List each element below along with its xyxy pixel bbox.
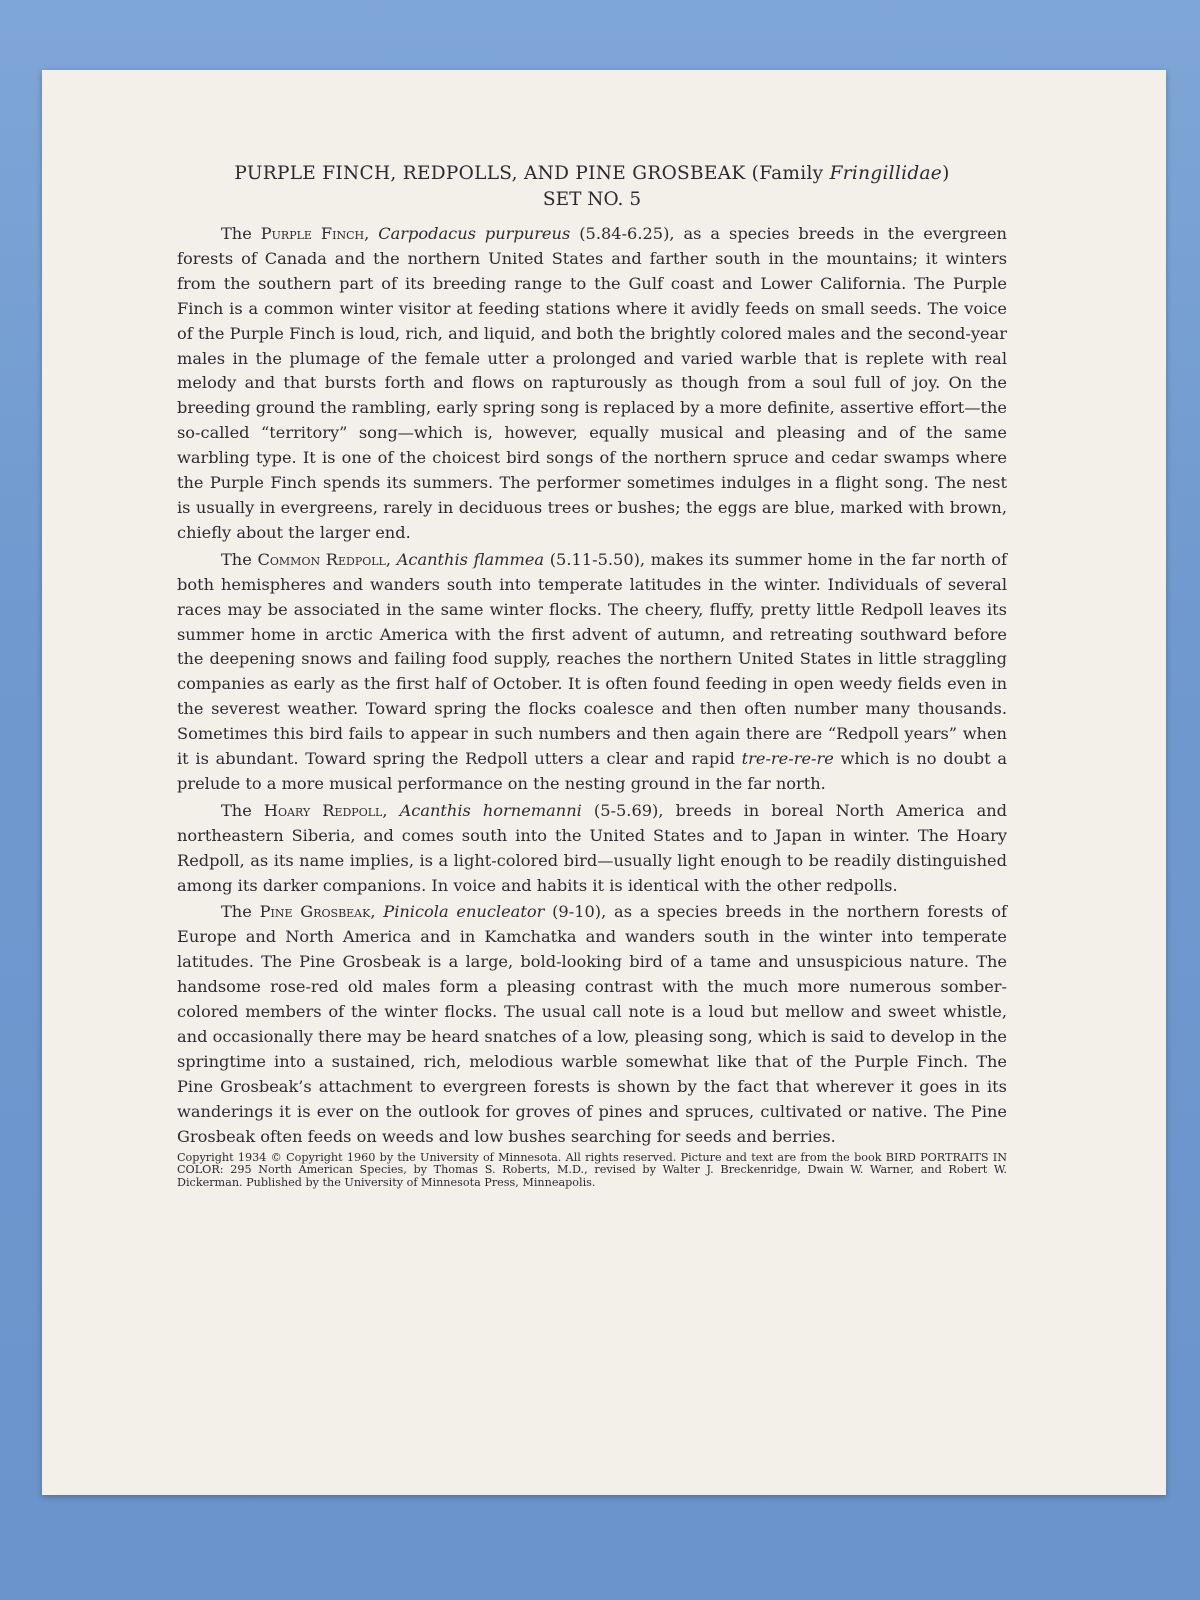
paragraph-purple-finch bbox=[177, 222, 1007, 546]
species-name: Purple Finch bbox=[260, 224, 365, 243]
comma: , bbox=[385, 549, 397, 569]
scientific-name: Acanthis flammea bbox=[396, 549, 545, 569]
body-text: (5.11-5.50), makes its summer home in the far north of both hemispheres and wanders south into temperate latitudes in the winter. Individuals of several races may be associated in the same winter flocks. The cheery, fluffy, pretty little Redpoll leaves its summer home in arctic America with the first advent of autumn, and retreating southward before the deepening snows and failing food supply, reaches the northern United States in little straggling companies as early as the first half of October. It is often found feeding in open weedy fields even in the severest weather. Toward spring the flocks coalesce and then often number many thousands. Sometimes this bird fails to appear in such numbers and then again there are “Redpoll years” when it is abundant. Toward spring the Redpoll utters a clear and rapid bbox=[177, 549, 1007, 769]
copyright-notice: Copyright 1934 © Copyright 1960 by the University of Minnesota. All rights reserved. Picture and text are from the book BIRD PORTRAITS IN COLOR: 295 North American Species, by Thomas S. Roberts, M.D., revised by Walter J. Breckenridge, Dwain W. Warner, and Robert W. Dickerman. Published by the University of Minnesota Press, Minneapolis. bbox=[177, 1150, 1007, 1189]
paragraph-hoary-redpoll bbox=[177, 799, 1007, 899]
paragraph-common-redpoll bbox=[177, 548, 1007, 797]
lead-text: The bbox=[221, 549, 258, 569]
comma: , bbox=[370, 902, 384, 922]
scientific-name: Acanthis hornemanni bbox=[399, 800, 582, 820]
comma: , bbox=[382, 800, 400, 820]
family-name: Fringillidae bbox=[829, 163, 943, 184]
title-text: PURPLE FINCH, REDPOLLS, AND PINE GROSBEAK (Family bbox=[234, 163, 830, 184]
species-name: Hoary Redpoll bbox=[263, 800, 383, 820]
page-title bbox=[177, 162, 1007, 186]
comma: , bbox=[364, 224, 379, 243]
lead-text: The bbox=[221, 800, 264, 820]
species-name: Common Redpoll bbox=[257, 549, 386, 569]
body-text: (5.84-6.25), as a species breeds in the evergreen forests of Canada and the northern United States and farther south in the mountains; it winters from the southern part of its breeding range to the Gulf coast and Lower California. The Purple Finch is a common winter visitor at feeding stations where it avidly feeds on small seeds. The voice of the Purple Finch is loud, rich, and liquid, and both the brightly colored males and the second-year males in the plumage of the female utter a prolonged and varied warble that is replete with real melody and that bursts forth and flows on rapturously as though from a soul full of joy. On the breeding ground the rambling, early spring song is replaced by a more definite, assertive effort—the so-called “territory” song—which is, however, equally musical and pleasing and of the same warbling type. It is one of the choicest bird songs of the northern spruce and cedar swamps where the Purple Finch spends its summers. The performer sometimes indulges in a flight song. The nest is usually in evergreens, rarely in deciduous trees or bushes; the eggs are blue, marked with brown, chiefly about the larger end. bbox=[177, 224, 1007, 542]
lead-text: The bbox=[221, 902, 260, 922]
body-text: (5-5.69), breeds in boreal North America and northeastern Siberia, and comes south into the United States and to Japan in winter. The Hoary Redpoll, as its name implies, is a light-colored bird—usually light enough to be readily distinguished among its darker companions. In voice and habits it is identical with the other redpolls. bbox=[177, 800, 1008, 895]
document-content bbox=[177, 162, 1007, 1189]
lead-text: The bbox=[221, 224, 261, 243]
title-close: ) bbox=[942, 163, 950, 184]
body-text: (9-10), as a species breeds in the northern forests of Europe and North America and in Kamchatka and wanders south in the winter into temperate latitudes. The Pine Grosbeak is a large, bold-looking bird of a tame and unsuspicious nature. The handsome rose-red old males form a pleasing contrast with the much more numerous somber-colored members of the winter flocks. The usual call note is a loud but mellow and sweet whistle, and occasionally there may be heard snatches of a low, pleasing song, which is said to develop in the springtime into a sustained, rich, melodious warble somewhat like that of the Purple Finch. The Pine Grosbeak’s attachment to evergreen forests is shown by the fact that wherever it goes in its wanderings it is ever on the outlook for groves of pines and spruces, cultivated or native. The Pine Grosbeak often feeds on weeds and low bushes searching for seeds and berries. bbox=[177, 902, 1007, 1146]
document-sheet bbox=[42, 70, 1166, 1495]
species-name: Pine Grosbeak bbox=[259, 902, 371, 922]
body-text-2: which is no doubt a prelude to a more musical performance on the nesting ground in the far north. bbox=[177, 749, 1008, 793]
scientific-name: Carpodacus purpureus bbox=[378, 224, 571, 243]
set-number: SET NO. 5 bbox=[542, 189, 642, 210]
paragraph-pine-grosbeak bbox=[177, 900, 1007, 1149]
scientific-name: Pinicola enucleator bbox=[383, 902, 545, 922]
call-text: tre-re-re-re bbox=[741, 749, 834, 769]
